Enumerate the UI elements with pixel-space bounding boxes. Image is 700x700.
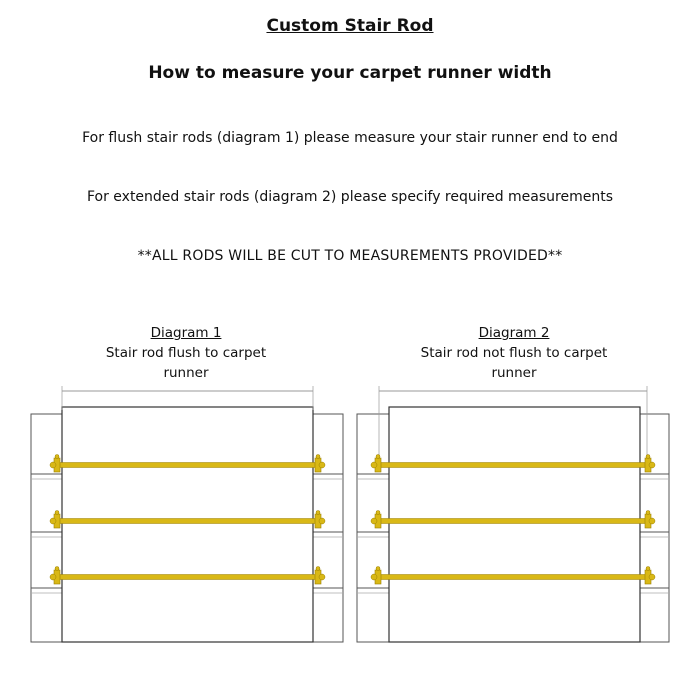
diagram-1-title: Diagram 1 (150, 325, 222, 341)
rod-screw (376, 455, 380, 459)
rod-screw (646, 567, 650, 571)
diagram-2-caption-line2: runner (491, 365, 537, 381)
page-subtitle: How to measure your carpet runner width (148, 63, 552, 83)
rod-finial-left (50, 574, 56, 580)
diagram-2-caption-line1: Stair rod not flush to carpet (420, 345, 608, 361)
carpet-runner (389, 407, 640, 642)
rod-finial-left (371, 574, 377, 580)
diagram-2-drawing (357, 386, 669, 642)
carpet-runner (62, 407, 313, 642)
diagram-2-title: Diagram 2 (478, 325, 550, 341)
rod-finial-left (371, 518, 377, 524)
rod-screw (316, 567, 320, 571)
diagram-1-caption-line2: runner (163, 365, 209, 381)
rod-screw (55, 511, 59, 515)
rod-finial-left (50, 518, 56, 524)
diagram-1-drawing (31, 386, 343, 642)
rod-finial-right (319, 574, 325, 580)
rod-finial-right (319, 462, 325, 468)
rod-finial-right (649, 574, 655, 580)
extended-instruction: For extended stair rods (diagram 2) please specify required measurements (86, 189, 614, 205)
stair-rod (58, 575, 317, 580)
rod-screw (55, 455, 59, 459)
rod-screw (646, 455, 650, 459)
stair-rod (379, 519, 647, 524)
cut-warning: **ALL RODS WILL BE CUT TO MEASUREMENTS PROVIDED** (137, 248, 563, 264)
stair-rod (58, 463, 317, 468)
diagram-1-caption-line1: Stair rod flush to carpet (105, 345, 267, 361)
page-title: Custom Stair Rod (266, 16, 434, 36)
rod-finial-right (649, 518, 655, 524)
rod-finial-right (649, 462, 655, 468)
stair-rod (379, 575, 647, 580)
stair-rod (58, 519, 317, 524)
rod-finial-left (50, 462, 56, 468)
rod-screw (55, 567, 59, 571)
rod-finial-left (371, 462, 377, 468)
rod-screw (376, 567, 380, 571)
rod-screw (316, 455, 320, 459)
rod-finial-right (319, 518, 325, 524)
flush-instruction: For flush stair rods (diagram 1) please measure your stair runner end to end (82, 130, 618, 146)
rod-screw (376, 511, 380, 515)
rod-screw (316, 511, 320, 515)
rod-screw (646, 511, 650, 515)
stair-rod (379, 463, 647, 468)
